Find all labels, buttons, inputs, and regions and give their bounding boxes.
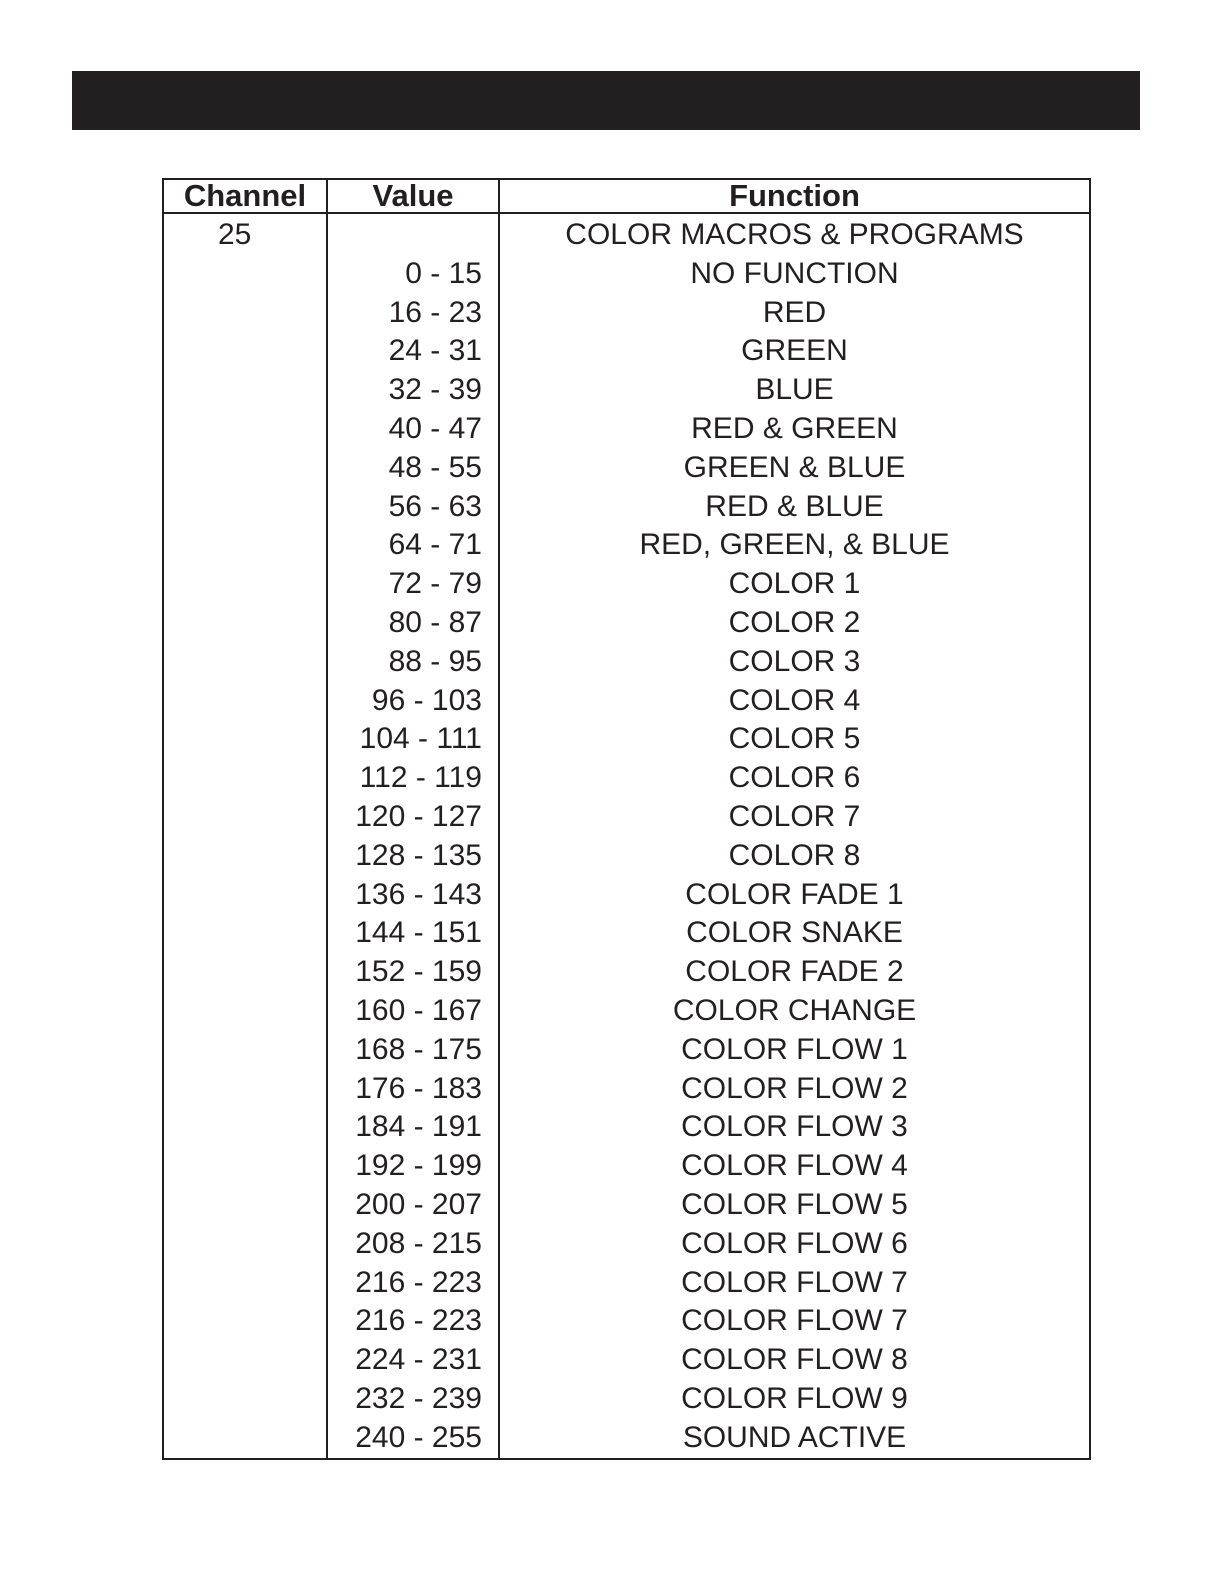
function-name: COLOR FLOW 7 [499,1264,1090,1303]
table-row [163,720,1090,759]
value-range: 32 - 39 [327,371,499,410]
table-row [163,255,1090,294]
channel-cell-empty [163,914,327,953]
channel-cell-empty [163,1186,327,1225]
table-row [163,876,1090,915]
function-name: RED & GREEN [499,410,1090,449]
channel-cell-empty [163,1147,327,1186]
table-header-row [163,179,1090,213]
function-name: COLOR FLOW 6 [499,1225,1090,1264]
table-row [163,1264,1090,1303]
value-range: 144 - 151 [327,914,499,953]
value-range: 240 - 255 [327,1419,499,1459]
function-name: COLOR FLOW 9 [499,1380,1090,1419]
value-range: 200 - 207 [327,1186,499,1225]
value-range: 152 - 159 [327,953,499,992]
function-name: GREEN & BLUE [499,449,1090,488]
value-range: 40 - 47 [327,410,499,449]
channel-cell-empty [163,643,327,682]
channel-cell-empty [163,1341,327,1380]
header-bar [72,71,1140,130]
function-name: COLOR FLOW 3 [499,1108,1090,1147]
channel-cell-empty [163,1264,327,1303]
value-range: 56 - 63 [327,488,499,527]
channel-cell-empty [163,682,327,721]
table-row [163,604,1090,643]
function-name: RED [499,294,1090,333]
value-range: 168 - 175 [327,1031,499,1070]
channel-cell-empty [163,1419,327,1459]
channel-column-header: Channel [163,179,327,213]
function-name: COLOR SNAKE [499,914,1090,953]
function-name: SOUND ACTIVE [499,1419,1090,1459]
function-name: COLOR CHANGE [499,992,1090,1031]
table-row [163,643,1090,682]
channel-function: COLOR MACROS & PROGRAMS [499,213,1090,255]
channel-cell-empty [163,1302,327,1341]
table-row [163,565,1090,604]
table-row [163,1186,1090,1225]
value-range: 216 - 223 [327,1264,499,1303]
value-range: 120 - 127 [327,798,499,837]
value-range: 184 - 191 [327,1108,499,1147]
channel-cell-empty [163,604,327,643]
table-row [163,1147,1090,1186]
function-name: COLOR 2 [499,604,1090,643]
function-name: COLOR 6 [499,759,1090,798]
channel-cell-empty [163,1070,327,1109]
function-name: COLOR FLOW 1 [499,1031,1090,1070]
channel-cell-empty [163,255,327,294]
function-name: COLOR FLOW 4 [499,1147,1090,1186]
value-range: 16 - 23 [327,294,499,333]
value-range: 72 - 79 [327,565,499,604]
value-range: 176 - 183 [327,1070,499,1109]
value-range: 112 - 119 [327,759,499,798]
table-body [163,213,1090,1459]
value-range: 0 - 15 [327,255,499,294]
table-row [163,837,1090,876]
function-name: COLOR 5 [499,720,1090,759]
value-range: 192 - 199 [327,1147,499,1186]
value-range: 64 - 71 [327,526,499,565]
function-column-header: Function [499,179,1090,213]
table-row [163,992,1090,1031]
table-row [163,488,1090,527]
channel-cell-empty [163,371,327,410]
value-range: 128 - 135 [327,837,499,876]
table-row [163,1341,1090,1380]
table-row [163,1225,1090,1264]
value-range: 48 - 55 [327,449,499,488]
channel-cell-empty [163,410,327,449]
value-range: 104 - 111 [327,720,499,759]
function-name: RED, GREEN, & BLUE [499,526,1090,565]
channel-cell-empty [163,1031,327,1070]
dmx-channel-table [162,178,1091,1460]
table-row [163,798,1090,837]
value-range: 208 - 215 [327,1225,499,1264]
table-row [163,371,1090,410]
function-name: COLOR 7 [499,798,1090,837]
function-name: COLOR FLOW 8 [499,1341,1090,1380]
channel-cell-empty [163,953,327,992]
table-row [163,1031,1090,1070]
table-row [163,410,1090,449]
channel-cell-empty [163,488,327,527]
function-name: COLOR FLOW 7 [499,1302,1090,1341]
table-row [163,1380,1090,1419]
channel-cell-empty [163,992,327,1031]
table-row [163,1108,1090,1147]
value-range: 80 - 87 [327,604,499,643]
function-name: COLOR FADE 1 [499,876,1090,915]
channel-cell-empty [163,565,327,604]
channel-cell-empty [163,449,327,488]
channel-cell-empty [163,526,327,565]
channel-cell-empty [163,1225,327,1264]
channel-cell-empty [163,1380,327,1419]
table-row [163,1302,1090,1341]
function-name: COLOR FLOW 2 [499,1070,1090,1109]
function-name: NO FUNCTION [499,255,1090,294]
table-row [163,759,1090,798]
value-range: 88 - 95 [327,643,499,682]
channel-number: 25 [163,213,327,255]
channel-cell-empty [163,294,327,333]
table-row [163,1419,1090,1459]
function-name: GREEN [499,332,1090,371]
function-name: COLOR 1 [499,565,1090,604]
value-range: 136 - 143 [327,876,499,915]
value-range: 216 - 223 [327,1302,499,1341]
channel-cell-empty [163,1108,327,1147]
function-name: COLOR 3 [499,643,1090,682]
table-row [163,332,1090,371]
table-row [163,294,1090,333]
table-row [163,526,1090,565]
channel-cell-empty [163,332,327,371]
function-name: COLOR 8 [499,837,1090,876]
function-name: BLUE [499,371,1090,410]
function-name: COLOR 4 [499,682,1090,721]
value-cell-empty [327,213,499,255]
table-row [163,1070,1090,1109]
channel-cell-empty [163,837,327,876]
channel-cell-empty [163,798,327,837]
value-range: 160 - 167 [327,992,499,1031]
table-row [163,682,1090,721]
function-name: COLOR FLOW 5 [499,1186,1090,1225]
table-row [163,449,1090,488]
channel-cell-empty [163,720,327,759]
channel-row [163,213,1090,255]
channel-cell-empty [163,759,327,798]
function-name: COLOR FADE 2 [499,953,1090,992]
function-name: RED & BLUE [499,488,1090,527]
value-range: 224 - 231 [327,1341,499,1380]
value-range: 232 - 239 [327,1380,499,1419]
table-row [163,953,1090,992]
value-range: 96 - 103 [327,682,499,721]
value-range: 24 - 31 [327,332,499,371]
table-row [163,914,1090,953]
channel-cell-empty [163,876,327,915]
value-column-header: Value [327,179,499,213]
